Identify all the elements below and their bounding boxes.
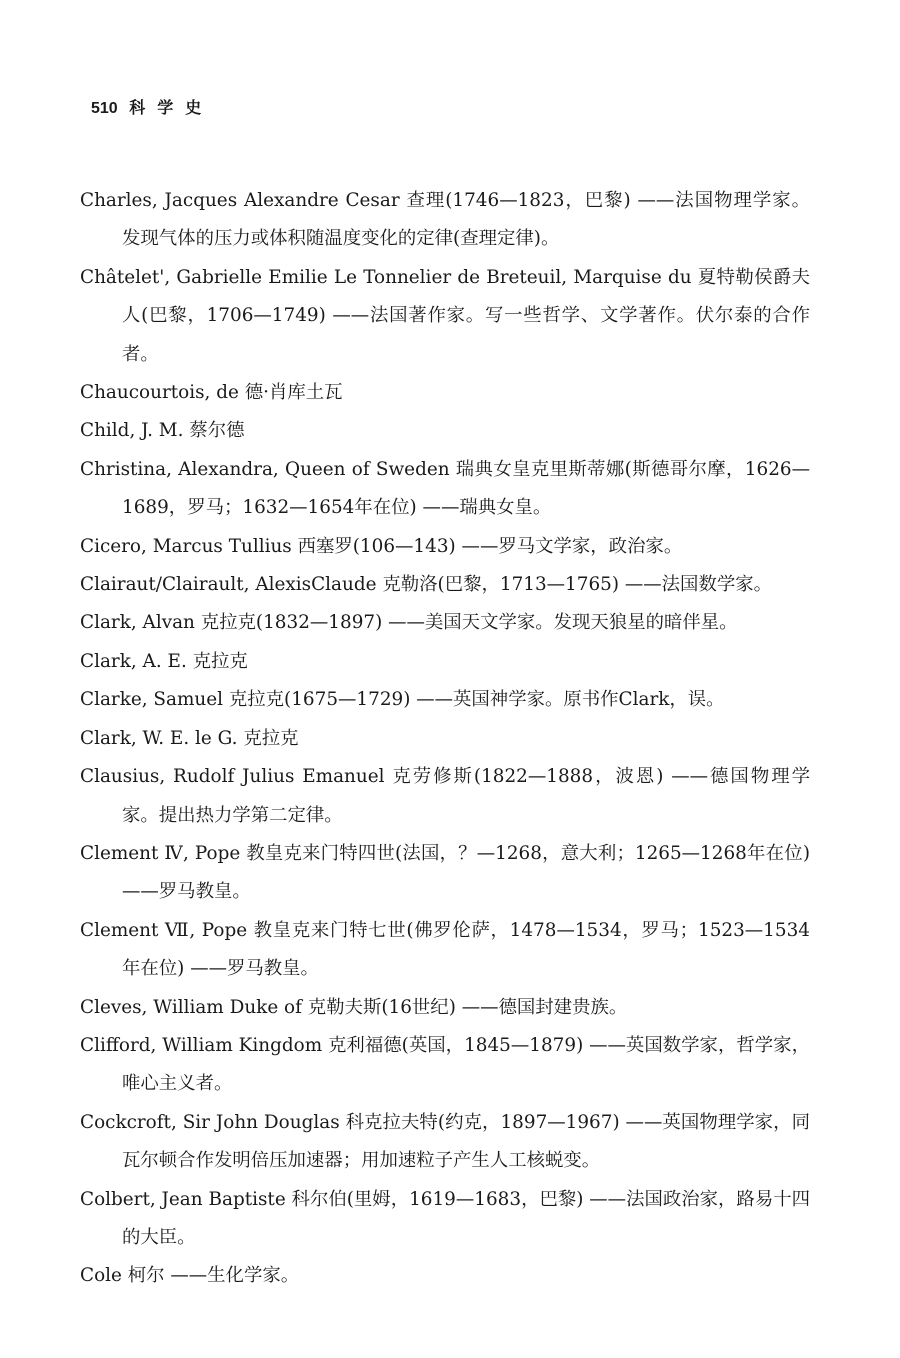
glossary-entry: Clifford, William Kingdom 克利福德(英国，1845—1879) ——英国数学家，哲学家，唯心主义者。 — [80, 1034, 810, 1095]
glossary-entry: Child, J. M. 蔡尔德 — [80, 420, 245, 442]
glossary-entry: Charles, Jacques Alexandre Cesar 查理(1746—1823，巴黎) ——法国物理学家。发现气体的压力或体积随温度变化的定律(查理定律)。 — [80, 190, 810, 250]
glossary-entry: Christina, Alexandra, Queen of Sweden 瑞典女皇克里斯蒂娜(斯德哥尔摩，1626—1689，罗马；1632—1654年在位) ——瑞典女皇。 — [80, 458, 810, 519]
glossary-entry: Cicero, Marcus Tullius 西塞罗(106—143) ——罗马文学家，政治家。 — [80, 535, 683, 557]
glossary-entry: Clausius, Rudolf Julius Emanuel 克劳修斯(1822—1888，波恩) ——德国物理学家。提出热力学第二定律。 — [80, 766, 810, 826]
glossary-entry: Colbert, Jean Baptiste 科尔伯(里姆，1619—1683，巴黎) ——法国政治家，路易十四的大臣。 — [80, 1188, 810, 1248]
glossary-entry: Cole 柯尔 ——生化学家。 — [80, 1265, 300, 1287]
glossary-entry: Clairaut/Clairault, AlexisClaude 克勒洛(巴黎，1713—1765) ——法国数学家。 — [80, 574, 773, 596]
glossary-entry: Clarke, Samuel 克拉克(1675—1729) ——英国神学家。原书作Clark，误。 — [80, 689, 725, 711]
running-title: 科学史 — [129, 98, 214, 117]
glossary-entry: Clement Ⅶ, Pope 教皇克来门特七世(佛罗伦萨，1478—1534，罗马；1523—1534年在位) ——罗马教皇。 — [80, 919, 810, 980]
glossary-entries — [80, 182, 810, 1296]
page-number: 510 — [91, 100, 118, 117]
glossary-entry: Clement Ⅳ, Pope 教皇克来门特四世(法国，？—1268，意大利；1265—1268年在位) ——罗马教皇。 — [80, 842, 810, 903]
page-header — [91, 95, 213, 118]
glossary-entry: Cleves, William Duke of 克勒夫斯(16世纪) ——德国封建贵族。 — [80, 996, 628, 1018]
glossary-entry: Cockcroft, Sir John Douglas 科克拉夫特(约克，1897—1967) ——英国物理学家，同瓦尔顿合作发明倍压加速器；用加速粒子产生人工核蜕变。 — [80, 1111, 810, 1172]
glossary-entry: Clark, A. E. 克拉克 — [80, 650, 248, 672]
glossary-entry: Châtelet', Gabrielle Emilie Le Tonnelier de Breteuil, Marquise du 夏特勒侯爵夫人(巴黎，1706—1749) ——法国著作家。写一些哲学、文学著作。伏尔泰的合作者。 — [80, 266, 810, 365]
glossary-entry: Chaucourtois, de 德·肖库土瓦 — [80, 382, 343, 404]
glossary-entry: Clark, Alvan 克拉克(1832—1897) ——美国天文学家。发现天狼星的暗伴星。 — [80, 612, 738, 634]
glossary-entry: Clark, W. E. le G. 克拉克 — [80, 727, 299, 749]
